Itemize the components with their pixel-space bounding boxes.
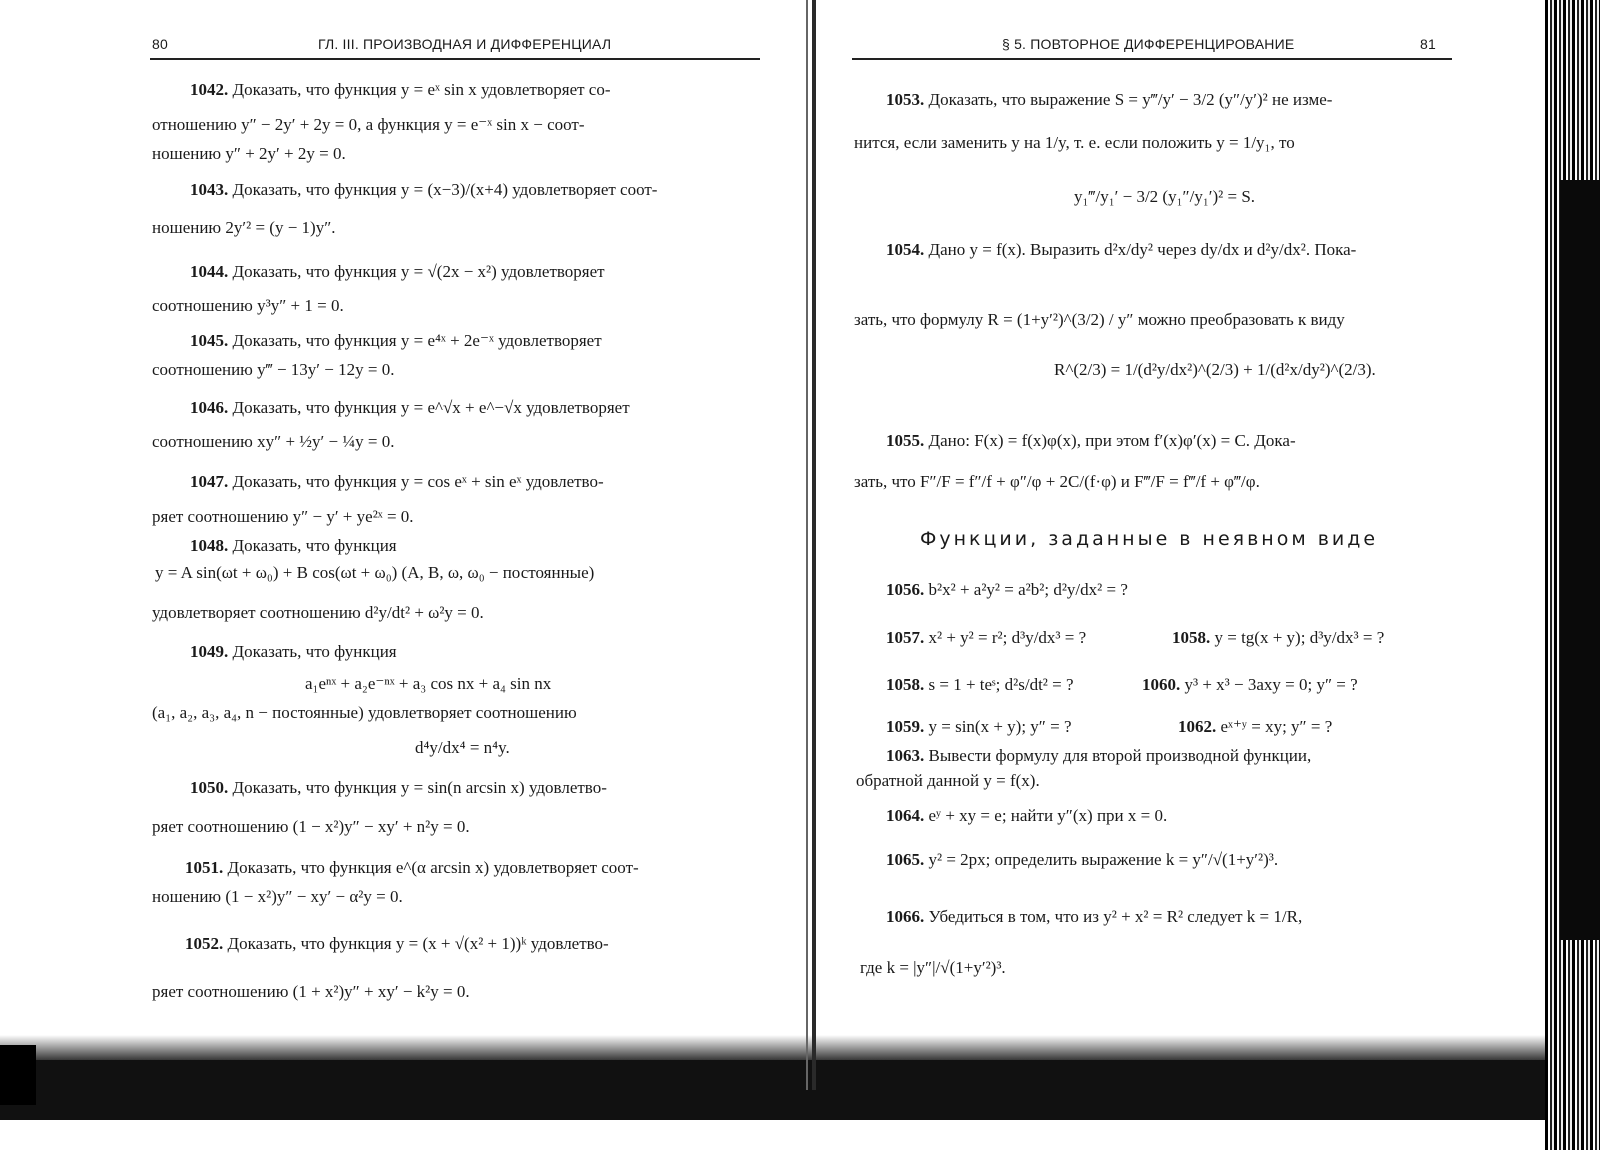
problem-1053	[886, 90, 1332, 110]
problem-text: Доказать, что функция y = (x−3)/(x+4) удовлетворяет соот-	[232, 180, 658, 199]
problem-text: y = A sin(ωt + ω₀) + B cos(ωt + ω₀) (A, B, ω, ω₀ − постоянные)	[155, 563, 595, 582]
page-number-right: 81	[1420, 36, 1436, 52]
problem-formula: y₁‴/y₁′ − 3/2 (y₁″/y₁′)² = S.	[1074, 187, 1256, 206]
problem-number: 1056.	[886, 580, 925, 599]
problem-text: нится, если заменить y на 1/y, т. е. если положить y = 1/y₁, то	[854, 133, 1295, 152]
problem-number: 1054.	[886, 240, 925, 259]
problem-1055	[886, 431, 1296, 451]
problem-text: Вывести формулу для второй производной функции,	[928, 746, 1312, 765]
running-head-right: § 5. ПОВТОРНОЕ ДИФФЕРЕНЦИРОВАНИЕ	[1002, 36, 1295, 52]
problem-text: (a₁, a₂, a₃, a₄, n − постоянные) удовлетворяет соотношению	[152, 703, 577, 722]
problem-number: 1058.	[886, 675, 925, 694]
page-stack-shadow	[1560, 180, 1600, 940]
problem-1056	[886, 580, 1128, 600]
problem-text: Доказать, что функция y = (x + √(x² + 1))ᵏ удовлетво-	[227, 934, 609, 953]
problem-number: 1044.	[190, 262, 229, 281]
problem-text: зать, что формулу R = (1+y′²)^(3/2) / y″ можно преобразовать к виду	[854, 310, 1345, 329]
problem-1058b	[886, 675, 1074, 695]
problem-formula: d⁴y/dx⁴ = n⁴y.	[415, 738, 510, 757]
problem-text: eˣ⁺ʸ = xy; y″ = ?	[1220, 717, 1333, 736]
page-number-left: 80	[152, 36, 168, 52]
problem-text: y = sin(x + y); y″ = ?	[928, 717, 1072, 736]
problem-1059	[886, 717, 1072, 737]
problem-text: y³ + x³ − 3axy = 0; y″ = ?	[1184, 675, 1358, 694]
problem-1052	[185, 934, 609, 954]
scan-margin	[0, 1120, 1600, 1150]
problem-text: соотношению y‴ − 13y′ − 12y = 0.	[152, 360, 395, 379]
problem-text: x² + y² = r²; d³y/dx³ = ?	[928, 628, 1087, 647]
problem-number: 1042.	[190, 80, 229, 99]
problem-number: 1052.	[185, 934, 224, 953]
problem-text: ряет соотношению (1 − x²)y″ − xy′ + n²y = 0.	[152, 817, 470, 836]
problem-number: 1057.	[886, 628, 925, 647]
problem-1050	[190, 778, 607, 798]
problem-1048	[190, 536, 397, 556]
problem-text: где k = |y″|/√(1+y′²)³.	[860, 958, 1006, 977]
problem-text: Доказать, что функция y = e^√x + e^−√x удовлетворяет	[232, 398, 630, 417]
problem-number: 1047.	[190, 472, 229, 491]
problem-text: отношению y″ − 2y′ + 2y = 0, а функция y = e⁻ˣ sin x − соот-	[152, 115, 585, 134]
problem-1051	[185, 858, 639, 878]
problem-text: Доказать, что функция e^(α arcsin x) удовлетворяет соот-	[227, 858, 639, 877]
problem-number: 1051.	[185, 858, 224, 877]
problem-text: y = tg(x + y); d³y/dx³ = ?	[1214, 628, 1385, 647]
problem-text: удовлетворяет соотношению d²y/dt² + ω²y = 0.	[152, 603, 484, 622]
problem-text: Доказать, что функция	[232, 642, 397, 661]
problem-1054	[886, 240, 1356, 260]
problem-1058	[1172, 628, 1384, 648]
problem-number: 1062.	[1178, 717, 1217, 736]
right-page	[822, 0, 1542, 1090]
problem-number: 1065.	[886, 850, 925, 869]
problem-1044	[190, 262, 605, 282]
problem-text: s = 1 + teˢ; d²s/dt² = ?	[928, 675, 1074, 694]
problem-text: ряет соотношению (1 + x²)y″ + xy′ − k²y = 0.	[152, 982, 470, 1001]
problem-text: обратной данной y = f(x).	[856, 771, 1040, 790]
problem-1057	[886, 628, 1086, 648]
problem-text: ношению 2y′² = (y − 1)y″.	[152, 218, 336, 237]
problem-formula: a₁eⁿˣ + a₂e⁻ⁿˣ + a₃ cos nx + a₄ sin nx	[305, 674, 552, 693]
problem-text: Доказать, что функция y = cos eˣ + sin eˣ удовлетво-	[232, 472, 604, 491]
problem-1042	[190, 80, 611, 100]
problem-text: Доказать, что функция y = e⁴ˣ + 2e⁻ˣ удовлетворяет	[232, 331, 602, 350]
problem-text: y² = 2px; определить выражение k = y″/√(1+y′²)³.	[928, 850, 1279, 869]
problem-formula: R^(2/3) = 1/(d²y/dx²)^(2/3) + 1/(d²x/dy²)^(2/3).	[1054, 360, 1376, 379]
problem-number: 1058.	[1172, 628, 1211, 647]
problem-number: 1046.	[190, 398, 229, 417]
section-title: Функции, заданные в неявном виде	[920, 528, 1379, 550]
problem-text: соотношению xy″ + ½y′ − ¼y = 0.	[152, 432, 395, 451]
problem-1046	[190, 398, 630, 418]
problem-text: Доказать, что выражение S = y‴/y′ − 3/2 (y″/y′)² не изме-	[928, 90, 1333, 109]
problem-1045	[190, 331, 602, 351]
problem-text: Дано y = f(x). Выразить d²x/dy² через dy/dx и d²y/dx². Пока-	[928, 240, 1357, 259]
problem-number: 1060.	[1142, 675, 1181, 694]
problem-text: Убедиться в том, что из y² + x² = R² следует k = 1/R,	[928, 907, 1303, 926]
problem-1047	[190, 472, 604, 492]
problem-text: b²x² + a²y² = a²b²; d²y/dx² = ?	[928, 580, 1128, 599]
problem-number: 1053.	[886, 90, 925, 109]
problem-1064	[886, 806, 1167, 826]
problem-number: 1055.	[886, 431, 925, 450]
running-head-left: ГЛ. III. ПРОИЗВОДНАЯ И ДИФФЕРЕНЦИАЛ	[318, 36, 612, 52]
problem-1060	[1142, 675, 1358, 695]
problem-number: 1059.	[886, 717, 925, 736]
problem-1043	[190, 180, 657, 200]
problem-text: Дано: F(x) = f(x)φ(x), при этом f′(x)φ′(x) = C. Дока-	[928, 431, 1296, 450]
problem-number: 1045.	[190, 331, 229, 350]
problem-text: Доказать, что функция y = eˣ sin x удовлетворяет со-	[232, 80, 611, 99]
problem-number: 1066.	[886, 907, 925, 926]
problem-number: 1043.	[190, 180, 229, 199]
problem-number: 1063.	[886, 746, 925, 765]
header-rule	[852, 58, 1452, 60]
problem-number: 1049.	[190, 642, 229, 661]
problem-1049	[190, 642, 397, 662]
problem-text: Доказать, что функция y = √(2x − x²) удовлетворяет	[232, 262, 605, 281]
problem-number: 1050.	[190, 778, 229, 797]
problem-text: Доказать, что функция	[232, 536, 397, 555]
problem-number: 1064.	[886, 806, 925, 825]
problem-1065	[886, 850, 1278, 870]
problem-text: Доказать, что функция y = sin(n arcsin x) удовлетво-	[232, 778, 607, 797]
problem-text: eʸ + xy = e; найти y″(x) при x = 0.	[928, 806, 1168, 825]
problem-text: зать, что F″/F = f″/f + φ″/φ + 2C/(f·φ) и F‴/F = f‴/f + φ‴/φ.	[854, 472, 1260, 491]
problem-1066	[886, 907, 1302, 927]
header-rule	[150, 58, 760, 60]
problem-1062	[1178, 717, 1332, 737]
problem-number: 1048.	[190, 536, 229, 555]
problem-1063	[886, 746, 1311, 766]
problem-text: ряет соотношению y″ − y′ + ye²ˣ = 0.	[152, 507, 414, 526]
problem-text: ношению (1 − x²)y″ − xy′ − α²y = 0.	[152, 887, 403, 906]
book-spine	[812, 0, 816, 1090]
problem-text: соотношению y³y″ + 1 = 0.	[152, 296, 344, 315]
left-page	[0, 0, 812, 1090]
problem-text: ношению y″ + 2y′ + 2y = 0.	[152, 144, 346, 163]
